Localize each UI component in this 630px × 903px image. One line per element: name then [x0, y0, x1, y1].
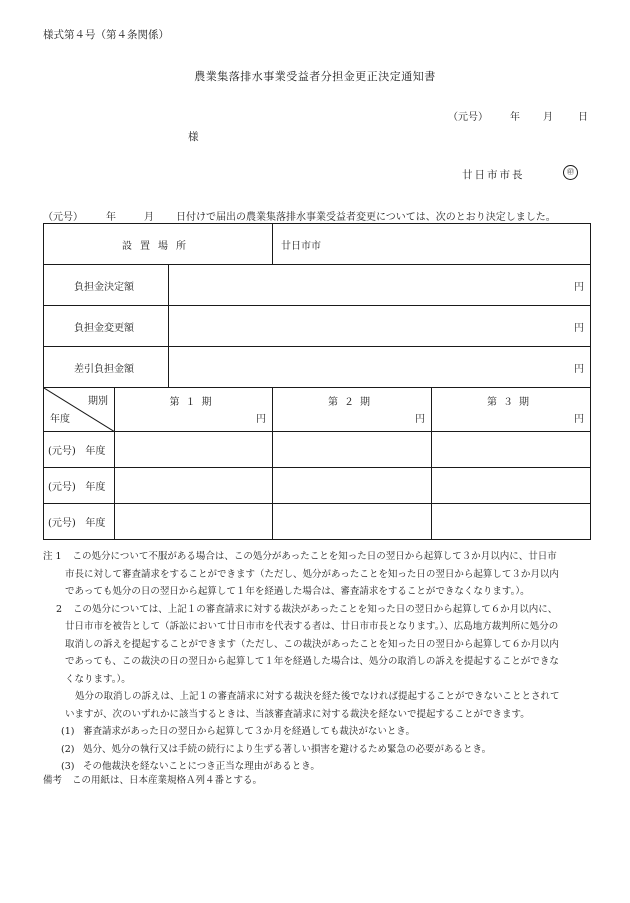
remark-label: 備考 — [43, 775, 63, 786]
year-suffix: 年度 — [85, 482, 106, 493]
note-2-text-5: くなります。）。 — [65, 673, 131, 685]
period-3-unit: 円 — [574, 414, 585, 425]
note-item-2 — [43, 741, 593, 759]
intro-text: 日付けで届出の農業集落排水事業受益者変更については、次のとおり決定しました。 — [176, 212, 556, 223]
date-era: （元号） — [448, 112, 488, 123]
period-3-cell — [432, 504, 591, 540]
amount-row — [44, 347, 591, 388]
note-item-2-text: 処分、処分の執行又は手続の続行により生ずる著しい損害を避けるため緊急の必要があるとき。 — [83, 743, 492, 755]
note-1-text-1: この処分について不服がある場合は、この処分があったことを知った日の翌日から起算して３か月以内に、廿日市 — [72, 551, 557, 562]
form-number: 様式第４号（第４条関係） — [43, 29, 169, 41]
period-1-cell — [115, 468, 273, 504]
changed-amount-unit: 円 — [169, 306, 591, 347]
year-row-label — [44, 432, 115, 468]
note-1-number: 1 — [55, 551, 62, 562]
net-amount-label: 差引負担金額 — [44, 347, 169, 388]
note-item-2-number: (2) — [61, 743, 75, 755]
paragraph-text-2: いますが、次のいずれかに該当するときは、当該審査請求に対する裁決を経ないで提起することができます。 — [65, 708, 530, 720]
note-1-text-3: であっても処分の日の翌日から起算して１年を経過した場合は、審査請求をすることができなくなります。）。 — [65, 586, 530, 597]
location-value: 廿日市市 — [273, 224, 591, 265]
year-row — [44, 504, 591, 540]
year-era: (元号) — [48, 446, 76, 457]
period-1-header — [115, 388, 273, 432]
year-row-label — [44, 468, 115, 504]
period-3-label: 第３期 — [487, 397, 536, 408]
note-item-1-number: (1) — [61, 726, 75, 737]
remark-line — [43, 772, 262, 786]
period-2-cell — [273, 432, 432, 468]
period-2-label: 第２期 — [328, 397, 377, 408]
remark-text: この用紙は、日本産業規格Ａ列４番とする。 — [72, 775, 263, 786]
note-2-text-4: であっても、この裁決の日の翌日から起算して１年を経過した場合は、処分の取消しの訴えを提起することができな — [65, 656, 559, 667]
note-item-1-text: 審査請求があった日の翌日から起算して３か月を経過しても裁決がないとき。 — [83, 726, 416, 737]
note-2-text-3: 取消しの訴えを提起することができます（ただし、この裁決があったことを知った日の翌日から起算して６か月以内 — [65, 638, 559, 650]
year-suffix: 年度 — [85, 446, 106, 457]
location-row — [44, 224, 591, 265]
note-item-3-number: (3) — [61, 761, 75, 772]
period-2-header — [273, 388, 432, 432]
intro-month: 月 — [144, 212, 154, 223]
period-1-cell — [115, 432, 273, 468]
changed-amount-label: 負担金変更額 — [44, 306, 169, 347]
period-2-cell — [273, 504, 432, 540]
document-title: 農業集落排水事業受益者分担金更正決定通知書 — [194, 70, 436, 83]
period-1-unit: 円 — [256, 414, 267, 425]
decided-amount-label: 負担金決定額 — [44, 265, 169, 306]
notes-prefix: 注 — [43, 551, 53, 562]
date-day: 日 — [578, 112, 588, 123]
paragraph-text-1: 処分の取消しの訴えは、上記１の審査請求に対する裁決を経た後でなければ提起することができないこととされて — [75, 691, 560, 702]
fiscal-year-label: 年度 — [50, 414, 70, 425]
period-header-row — [44, 388, 591, 432]
period-label: 期別 — [88, 396, 108, 407]
amount-row — [44, 306, 591, 347]
note-2-text-1: この処分については、上記１の審査請求に対する裁決があったことを知った日の翌日から起算して６か月以内に、 — [73, 603, 558, 615]
location-label: 設置場所 — [44, 224, 273, 265]
period-1-cell — [115, 504, 273, 540]
date-year: 年 — [510, 112, 520, 123]
net-amount-unit: 円 — [169, 347, 591, 388]
year-era: (元号) — [48, 482, 76, 493]
period-3-cell — [432, 468, 591, 504]
year-row — [44, 432, 591, 468]
intro-era: （元号） — [43, 212, 83, 223]
period-1-label: 第１期 — [169, 397, 218, 408]
year-suffix: 年度 — [85, 518, 106, 529]
date-month: 月 — [543, 112, 553, 123]
decided-amount-unit: 円 — [169, 265, 591, 306]
note-2-number: 2 — [55, 603, 63, 615]
seal-mark: ㊞ — [563, 165, 578, 180]
corner-cell — [44, 388, 115, 432]
note-1-line — [43, 548, 593, 566]
year-era: (元号) — [48, 518, 76, 529]
intro-year: 年 — [106, 212, 116, 223]
amount-row — [44, 265, 591, 306]
period-3-header — [432, 388, 591, 432]
note-2-line — [43, 601, 593, 619]
period-2-unit: 円 — [415, 414, 426, 425]
note-2-text-2: 廿日市市を被告として（訴訟において廿日市市を代表する者は、廿日市市長となります。）、広島地方裁判所に処分の — [65, 621, 559, 632]
issuer-mayor: 廿日市市長 — [462, 169, 525, 181]
period-2-cell — [273, 468, 432, 504]
year-row — [44, 468, 591, 504]
note-1-text-2: 市長に対して審査請求をすることができます（ただし、処分があったことを知った日の翌日から起算して３か月以内 — [65, 568, 559, 580]
addressee-honorific: 様 — [188, 131, 199, 143]
note-item-3-text: その他裁決を経ないことにつき正当な理由があるとき。 — [83, 761, 320, 772]
period-3-cell — [432, 432, 591, 468]
note-item-1 — [43, 723, 593, 741]
assessment-table — [43, 223, 591, 540]
notes-section — [43, 548, 593, 776]
year-row-label — [44, 504, 115, 540]
